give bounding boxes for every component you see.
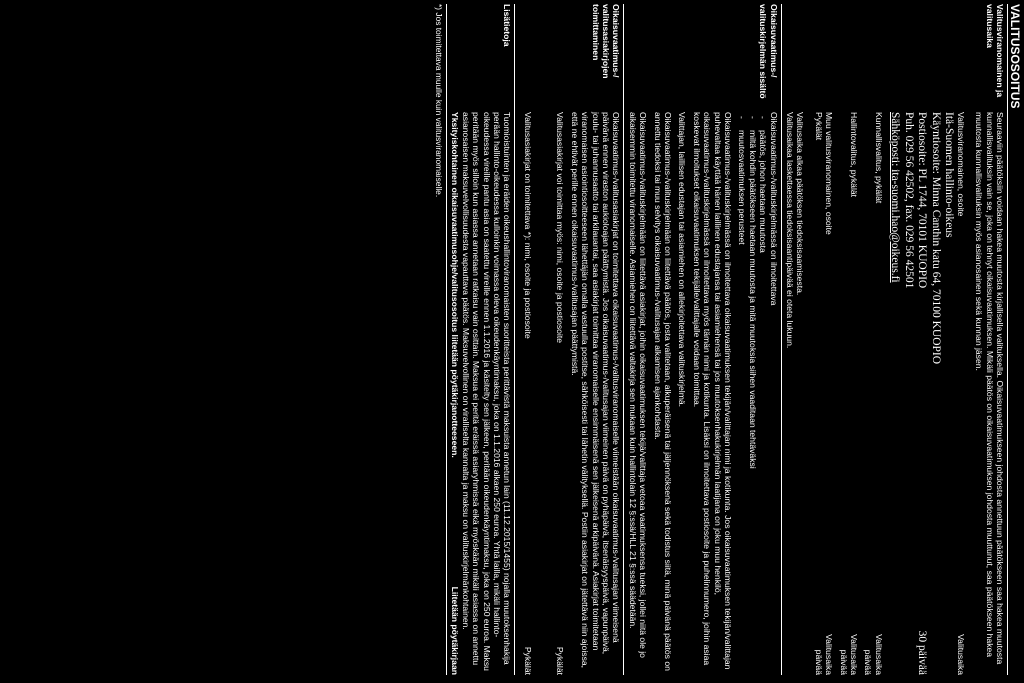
delivery-required-label: Valitusasiakirjat on toimitettava *): nimi, osoite ja postiosoite	[522, 112, 533, 339]
list-item: - muutosvaatimuksen perusteet	[737, 112, 747, 675]
paragraph: Oikaisuvaatimus-/valitusasiakirjat on toimitettava oikaisuvaatimus-/valitusviranomaiselle viimeistään oikaisuvaatimus-/valitusajan viimeisenä päivänä ennen viraston aukioloajan päättymistä. Jos oikaisuvaatimus-/valitusajan viimeinen päivä on pyhäpäivä, itsenäisyyspäivä, vapunpäivä, joulu- tai juhannusaatto tai arkilauantai, saa asiakirjat toimittaa viranomaiselle ensimmäisenä sen jälkeisenä arkipäivänä. Asiakirjat toimitetaan viranomaisen asiointiosoitteeseen lähettäjän omalla vastuulla postitse, sähköisesti tai lähetin välityksellä. Postiin asiakirjat on jätettävä niin ajoissa, että ne ehtivät perille ennen oikaisuvaatimus-/valitusajan päättymistä.	[569, 112, 622, 669]
hallintovalitus-days-row	[838, 112, 848, 675]
kunnallisvalitus-days-row	[863, 112, 873, 675]
attachment-right-note: Liitetään pöytäkirjaan	[450, 586, 461, 675]
attachment-note: Yksityiskohtainen oikaisuvaatimusohje/valitusosoitus liitetään pöytäkirjanotteeseen.	[450, 112, 461, 458]
visit-address: Käyntiosoite: Minna Canthin katu 64, 70100 KUOPIO	[929, 112, 942, 365]
office-name: Itä-Suomen hallinto-oikeus	[943, 112, 956, 238]
paivaa-label: päivää	[813, 649, 824, 675]
muu-viranomainen-row	[824, 112, 834, 675]
paivaa-label: päivää	[863, 649, 874, 675]
kunnallisvalitus-label: Kunnallisvalitus, pykälät	[873, 112, 884, 204]
valitusaika-label: Valitusaika	[849, 634, 860, 675]
hallintovalitus-row	[849, 112, 859, 675]
email-link[interactable]: Sähköposti: ita-suomi.hao@oikeus.fi	[889, 112, 902, 283]
postal-row	[915, 112, 929, 675]
delivery-required-row	[523, 112, 533, 675]
section-lisatietoja	[446, 4, 514, 675]
pykalat-label: Pykälät	[555, 646, 566, 675]
deadline-30: 30 päivää	[916, 630, 929, 675]
section-label: Oikaisuvaatimus-/ valitusasiakirjojen toimittaminen	[590, 4, 622, 79]
start-note-2: Valitusaikaa laskettaessa tiedoksisaantipäivää ei oteta lukuun.	[785, 112, 796, 349]
address-header	[955, 112, 965, 675]
valitusaika-label: Valitusaika	[824, 634, 835, 675]
paragraph: Oikaisuvaatimus-/valituskirjelmässä on ilmoitettava oikaisuvaatimuksen tekijän/valittajan nimi ja kotikunta. Jos oikaisuvaatimuksen tekijän/valittajan puhevaltaa käyttää hänen laillinen edustajansa tai asiamiehensä tai jos muutoksenhakukirjelmän laatijana on joku muu henkilö, oikaisuvaatimus-/valituskirjelmässä on ilmoitettava myös tämän nimi ja kotikunta. Lisäksi on ilmoitettava postiosoite ja puhelinnumero, joihin asiaa koskevat ilmoitukset oikaisuvaatimuksen tekijälle/valittajalle voidaan toimittaa.	[691, 112, 733, 670]
list-item: - päätös, johon haetaan muutosta	[758, 112, 768, 675]
delivery-alt-label: Valitusasiakirjat voi toimittaa myös: nimi, osoite ja postiosoite	[555, 112, 566, 344]
pykalat-label: Pykälät	[813, 112, 824, 141]
section-label: Oikaisuvaatimus-/ valituskirjelmän sisältö	[758, 4, 779, 99]
muu-viranomainen-label: Muu valitusviranomainen, osoite	[824, 112, 835, 235]
section-label: Lisätietoja	[502, 4, 513, 47]
delivery-alt-row	[555, 112, 565, 675]
paragraph: Oikaisuvaatimus-/valituskirjelmään on liitettävä asiakirjat, joihin oikaisuvaatimuksen tekijä/valittaja vetoaa vaatimuksensa tueksi, jollei niitä ole jo aikaisemmin toimitettu viranomaiselle. Asiamiehen on liitettävä valtakirja sen mukaan kuin hallintolain 12 §:ssä/HLL 21 §:ssä säädetään.	[627, 112, 649, 658]
paivaa-label: päivää	[838, 649, 849, 675]
intro-text: Seuraaviin päätöksiin voidaan hakea muutosta kirjallisella valituksella. Oikaisuvaatimukseen johdosta annettuun päätökseen saa hakea muutosta kunnallisvalituksin vain se, joka on tehnyt oikaisuvaatimuksen. Mikäli päätös on oikaisuvaatimuksen johdosta muuttunut, saa päätökseen hakea muutosta kunnallisvalituksin myös asianosainen sekä kunnan jäsen.	[974, 112, 1005, 665]
footnote: *) Jos toimitettava muulle kuin valitusviranomaiselle.	[434, 4, 445, 198]
section-content	[785, 112, 1005, 675]
attachment-note-row	[450, 112, 460, 675]
section-toimittaminen	[515, 4, 624, 675]
paragraph: Tuomioistuinten ja eräiden oikeushallintoviranomaisten suoritteista perittävistä maksuista annetun lain (11.12.2015/1455) nojalla muutoksenhakija perään hallinto-oikeudessa kulloinkin voimassa oleva oikeudenkäyntimaksu, joka on 1.1.2016 alkaen 250 euroa. Yhtä lailla, mikäli hallinto-oikeudessa vireille pantu asia on saatettu vireille ennen 1.1.2016 ja käsitelty sen jälkeen, peritään oikeudenkäyntimaksu, joka on 250 euroa. Maksu peritään myös silloin kun asiassa annetaan ratkaisu vain osittain. Maksua ei peritä eräissä asiaryhmissä eikä myöskään mikäli asiassa on annettu asianosaisen maksuvelvollisuudesta vapauttava päätös. Maksuvelvollinen on viralliselta kannalta ja maksu on valituskirjelmänkohtainen.	[460, 112, 513, 671]
section-oikaisuvaatimus	[623, 4, 780, 675]
start-note-1: Valitusaika alkaa päätöksen tiedoksisaamisesta.	[795, 112, 806, 296]
section-content	[450, 112, 512, 675]
phone-fax: Puh. 029 56 42502, fax. 029 56 42501	[902, 112, 915, 289]
valitusaika-label: Valitusaika	[873, 634, 884, 675]
section-valitusviranomainen	[781, 4, 1007, 675]
kunnallisvalitus-row	[873, 112, 883, 675]
hallintovalitus-label: Hallintovalitus, pykälät	[849, 112, 860, 198]
section-content	[627, 112, 778, 675]
muu-viranomainen-days-row	[813, 112, 823, 675]
valitusaika-heading: Valitusaika	[955, 634, 966, 675]
section-label: Valitusviranomainen ja valitusaika	[984, 4, 1005, 98]
paragraph: Valittajan, laillisen edustajan tai asiamiehen on allekirjoitettava valituskirjelmä.	[677, 112, 688, 408]
section-content	[519, 112, 622, 675]
pykalat-label: Pykälät	[522, 646, 533, 675]
list-item: - miltä kohdin päätökseen haetaan muutosta ja mitä muutoksia siihen vaaditaan tehtäväksi	[747, 112, 757, 675]
intro-text: Oikaisuvaatimus-/valituskirjelmässä on ilmoitettava	[768, 112, 779, 306]
paragraph: Oikaisuvaatimus-/valituskirjelmään on liitettävä päätös, josta valitetaan, alkuperäisenä tai jäljennöksenä sekä todistus siitä, minä päivänä päätös on annettu tiedoksi tai muu selvitys oikaisuvaatimus-/valitusajan alkamisen ajankohdasta.	[652, 112, 673, 671]
postal-address: Postiosoite: PL 1744, 70101 KUOPIO	[916, 112, 929, 289]
document-title: VALITUSOSOITUS	[1007, 4, 1022, 675]
address-heading: Valitusviranomainen, osoite	[955, 112, 966, 217]
